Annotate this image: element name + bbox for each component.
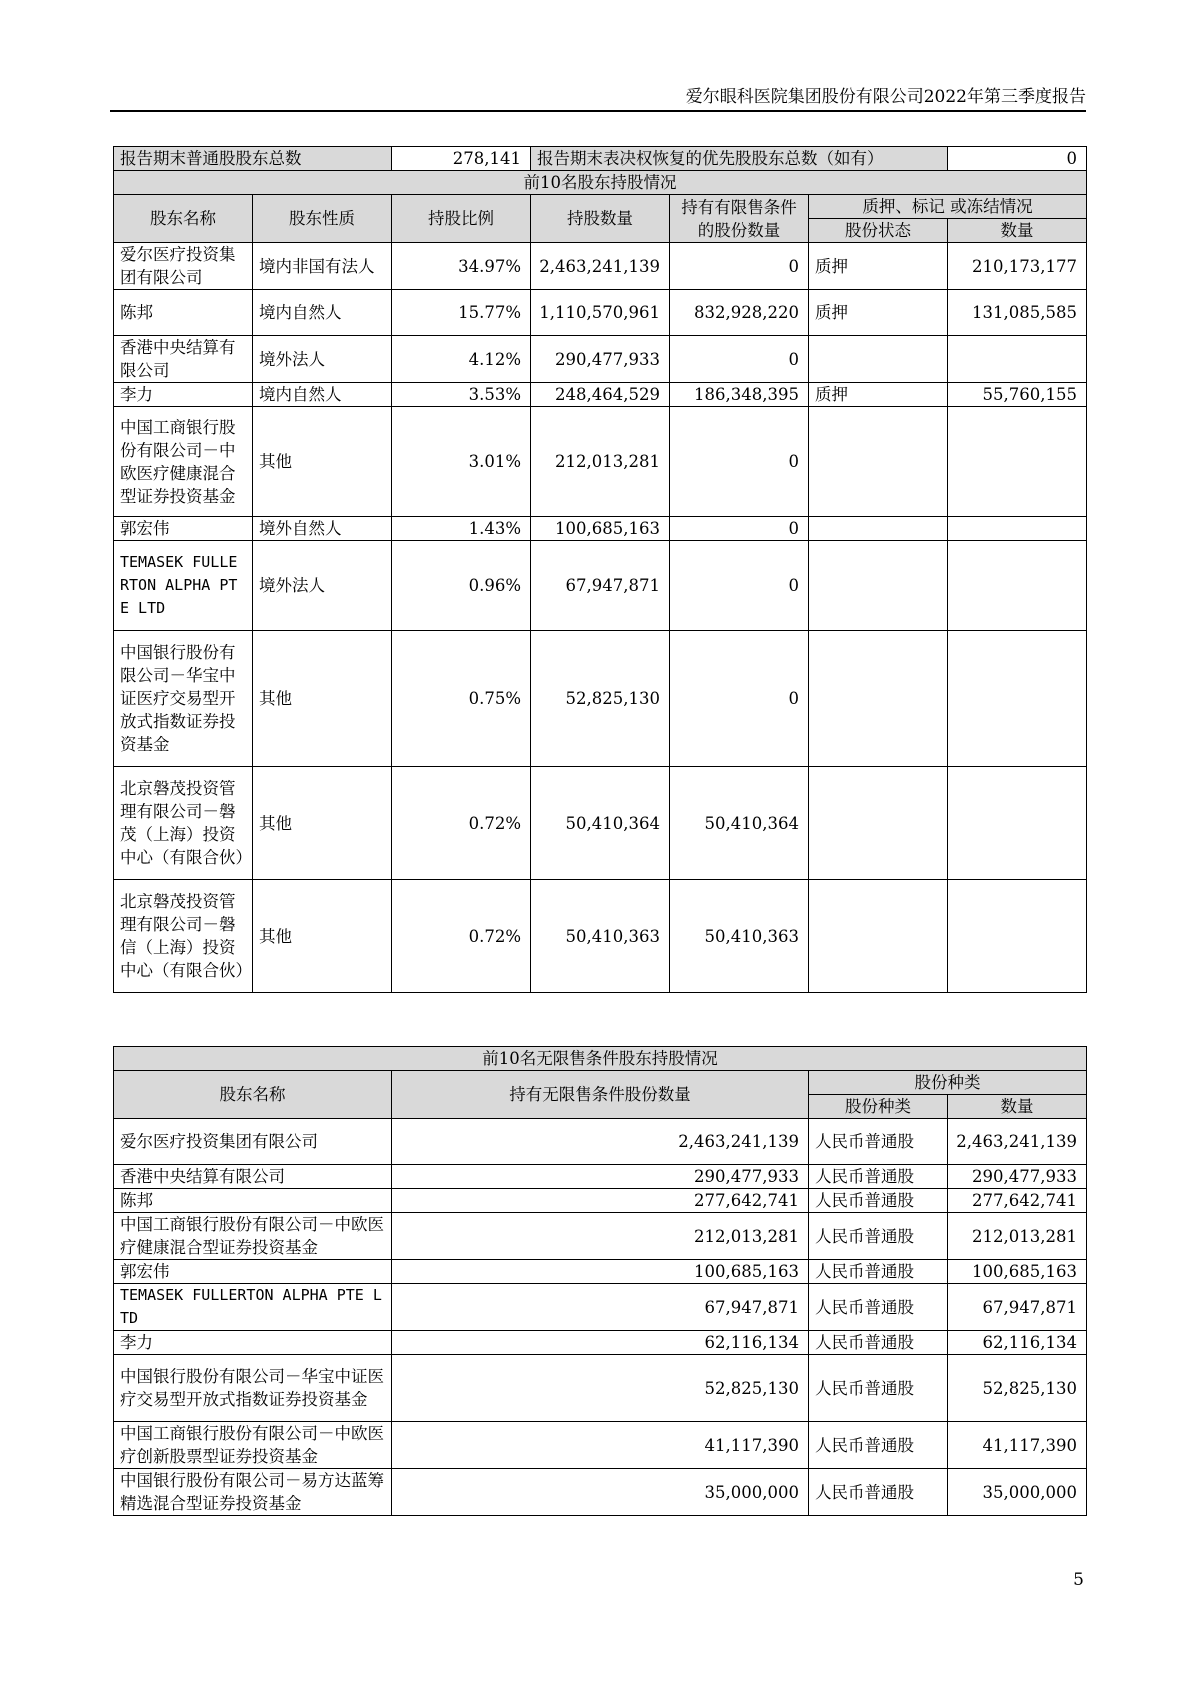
share-quantity: 62,116,134 <box>948 1331 1087 1355</box>
table-row <box>114 290 1087 336</box>
pledged-quantity <box>948 541 1087 631</box>
total-shareholders-value: 278,141 <box>392 147 531 171</box>
pledge-status <box>809 407 948 517</box>
shareholder-nature: 境内自然人 <box>253 383 392 407</box>
share-type: 人民币普通股 <box>809 1260 948 1284</box>
col-header-quantity: 持股数量 <box>531 195 670 243</box>
section-title-row <box>114 171 1087 195</box>
restricted-quantity: 50,410,364 <box>670 767 809 880</box>
col-header-pledge-group: 质押、标记 或冻结情况 <box>809 195 1087 219</box>
col-header-share-type-group: 股份种类 <box>809 1071 1087 1095</box>
share-type: 人民币普通股 <box>809 1469 948 1516</box>
holding-ratio: 0.96% <box>392 541 531 631</box>
col-header-restricted: 持有有限售条件的股份数量 <box>670 195 809 243</box>
table-row <box>114 631 1087 767</box>
restricted-quantity: 0 <box>670 336 809 383</box>
pledge-status: 质押 <box>809 383 948 407</box>
shareholder-name: 李力 <box>114 1331 392 1355</box>
top10-shareholders-table <box>113 146 1087 993</box>
restricted-quantity: 0 <box>670 517 809 541</box>
pledge-status: 质押 <box>809 243 948 290</box>
pledge-status <box>809 517 948 541</box>
header-row-1 <box>114 1071 1087 1095</box>
holding-quantity: 290,477,933 <box>531 336 670 383</box>
holding-ratio: 3.01% <box>392 407 531 517</box>
holding-ratio: 1.43% <box>392 517 531 541</box>
holding-quantity: 212,013,281 <box>531 407 670 517</box>
table-row <box>114 517 1087 541</box>
holding-ratio: 3.53% <box>392 383 531 407</box>
unrestricted-quantity: 52,825,130 <box>392 1355 809 1422</box>
holding-ratio: 4.12% <box>392 336 531 383</box>
section-title-row <box>114 1047 1087 1071</box>
unrestricted-quantity: 62,116,134 <box>392 1331 809 1355</box>
col-header-name: 股东名称 <box>114 1071 392 1119</box>
table-row <box>114 1331 1087 1355</box>
share-quantity: 277,642,741 <box>948 1189 1087 1213</box>
shareholder-name: 中国工商银行股份有限公司－中欧医疗健康混合型证券投资基金 <box>114 1213 392 1260</box>
restricted-quantity: 0 <box>670 541 809 631</box>
share-quantity: 100,685,163 <box>948 1260 1087 1284</box>
report-header-title: 爱尔眼科医院集团股份有限公司2022年第三季度报告 <box>685 87 1086 107</box>
shareholder-name: 郭宏伟 <box>114 517 253 541</box>
table-row <box>114 1260 1087 1284</box>
holding-quantity: 1,110,570,961 <box>531 290 670 336</box>
holding-ratio: 0.75% <box>392 631 531 767</box>
pledge-status: 质押 <box>809 290 948 336</box>
col-header-nature: 股东性质 <box>253 195 392 243</box>
table-row <box>114 1355 1087 1422</box>
shareholder-nature: 其他 <box>253 631 392 767</box>
shareholder-name: 中国银行股份有限公司－华宝中证医疗交易型开放式指数证券投资基金 <box>114 1355 392 1422</box>
col-header-name: 股东名称 <box>114 195 253 243</box>
restricted-quantity: 0 <box>670 407 809 517</box>
page-number: 5 <box>1073 1570 1084 1590</box>
share-quantity: 35,000,000 <box>948 1469 1087 1516</box>
unrestricted-quantity: 67,947,871 <box>392 1284 809 1331</box>
col-header-share-qty: 数量 <box>948 1095 1087 1119</box>
shareholder-name: 香港中央结算有限公司 <box>114 336 253 383</box>
holding-ratio: 34.97% <box>392 243 531 290</box>
table-row <box>114 880 1087 993</box>
table-row <box>114 383 1087 407</box>
shareholder-name: 爱尔医疗投资集团有限公司 <box>114 1119 392 1165</box>
preferred-shareholders-label: 报告期末表决权恢复的优先股股东总数（如有） <box>531 147 948 171</box>
shareholder-nature: 其他 <box>253 767 392 880</box>
share-type: 人民币普通股 <box>809 1284 948 1331</box>
table-row <box>114 1422 1087 1469</box>
holding-quantity: 67,947,871 <box>531 541 670 631</box>
share-type: 人民币普通股 <box>809 1213 948 1260</box>
pledged-quantity <box>948 631 1087 767</box>
restricted-quantity: 0 <box>670 243 809 290</box>
table-row <box>114 1119 1087 1165</box>
pledged-quantity <box>948 767 1087 880</box>
table-row <box>114 767 1087 880</box>
pledged-quantity <box>948 880 1087 993</box>
holding-quantity: 248,464,529 <box>531 383 670 407</box>
shareholder-nature: 境外法人 <box>253 336 392 383</box>
shareholder-nature: 其他 <box>253 407 392 517</box>
holding-ratio: 0.72% <box>392 767 531 880</box>
shareholder-name: TEMASEK FULLERTON ALPHA PTE LTD <box>114 1284 392 1331</box>
table-row <box>114 1284 1087 1331</box>
table-row <box>114 1469 1087 1516</box>
shareholder-name: 中国工商银行股份有限公司－中欧医疗创新股票型证券投资基金 <box>114 1422 392 1469</box>
restricted-quantity: 186,348,395 <box>670 383 809 407</box>
share-type: 人民币普通股 <box>809 1119 948 1165</box>
table-row <box>114 243 1087 290</box>
restricted-quantity: 832,928,220 <box>670 290 809 336</box>
pledge-status <box>809 880 948 993</box>
holding-quantity: 50,410,363 <box>531 880 670 993</box>
pledge-status <box>809 631 948 767</box>
shareholder-name: 陈邦 <box>114 1189 392 1213</box>
unrestricted-quantity: 100,685,163 <box>392 1260 809 1284</box>
restricted-quantity: 50,410,363 <box>670 880 809 993</box>
shareholder-name: 李力 <box>114 383 253 407</box>
pledge-status <box>809 336 948 383</box>
share-quantity: 212,013,281 <box>948 1213 1087 1260</box>
pledged-quantity <box>948 336 1087 383</box>
shareholder-nature: 其他 <box>253 880 392 993</box>
shareholder-name: 郭宏伟 <box>114 1260 392 1284</box>
table-row <box>114 1213 1087 1260</box>
shareholder-nature: 境内非国有法人 <box>253 243 392 290</box>
share-type: 人民币普通股 <box>809 1422 948 1469</box>
restricted-quantity: 0 <box>670 631 809 767</box>
top10-section-title: 前10名股东持股情况 <box>114 171 1087 195</box>
table-row <box>114 541 1087 631</box>
shareholder-name: 北京磐茂投资管理有限公司－磐茂（上海）投资中心（有限合伙） <box>114 767 253 880</box>
top10-unrestricted-table <box>113 1046 1087 1516</box>
header-row-1 <box>114 195 1087 219</box>
col-header-share-type: 股份种类 <box>809 1095 948 1119</box>
unrestricted-quantity: 290,477,933 <box>392 1165 809 1189</box>
share-type: 人民币普通股 <box>809 1331 948 1355</box>
share-quantity: 67,947,871 <box>948 1284 1087 1331</box>
pledge-status <box>809 767 948 880</box>
shareholder-name: TEMASEK FULLERTON ALPHA PTE LTD <box>114 541 253 631</box>
holding-quantity: 2,463,241,139 <box>531 243 670 290</box>
table-row <box>114 1189 1087 1213</box>
unrestricted-quantity: 41,117,390 <box>392 1422 809 1469</box>
col-header-pledge-qty: 数量 <box>948 219 1087 243</box>
table-row <box>114 1165 1087 1189</box>
pledged-quantity: 55,760,155 <box>948 383 1087 407</box>
shareholder-nature: 境内自然人 <box>253 290 392 336</box>
shareholder-name: 中国银行股份有限公司－易方达蓝筹精选混合型证券投资基金 <box>114 1469 392 1516</box>
holding-quantity: 50,410,364 <box>531 767 670 880</box>
pledged-quantity: 131,085,585 <box>948 290 1087 336</box>
pledged-quantity <box>948 517 1087 541</box>
holding-ratio: 15.77% <box>392 290 531 336</box>
shareholder-name: 香港中央结算有限公司 <box>114 1165 392 1189</box>
preferred-shareholders-value: 0 <box>948 147 1087 171</box>
shareholder-name: 爱尔医疗投资集团有限公司 <box>114 243 253 290</box>
summary-row <box>114 147 1087 171</box>
pledge-status <box>809 541 948 631</box>
shareholder-name: 北京磐茂投资管理有限公司－磐信（上海）投资中心（有限合伙） <box>114 880 253 993</box>
share-type: 人民币普通股 <box>809 1355 948 1422</box>
share-type: 人民币普通股 <box>809 1165 948 1189</box>
shareholder-name: 中国工商银行股份有限公司－中欧医疗健康混合型证券投资基金 <box>114 407 253 517</box>
col-header-pledge-status: 股份状态 <box>809 219 948 243</box>
share-type: 人民币普通股 <box>809 1189 948 1213</box>
shareholder-name: 中国银行股份有限公司－华宝中证医疗交易型开放式指数证券投资基金 <box>114 631 253 767</box>
unrestricted-quantity: 2,463,241,139 <box>392 1119 809 1165</box>
total-shareholders-label: 报告期末普通股股东总数 <box>114 147 392 171</box>
unrestricted-section-title: 前10名无限售条件股东持股情况 <box>114 1047 1087 1071</box>
share-quantity: 41,117,390 <box>948 1422 1087 1469</box>
holding-ratio: 0.72% <box>392 880 531 993</box>
header-rule <box>110 110 1086 112</box>
shareholder-name: 陈邦 <box>114 290 253 336</box>
unrestricted-quantity: 212,013,281 <box>392 1213 809 1260</box>
share-quantity: 290,477,933 <box>948 1165 1087 1189</box>
unrestricted-quantity: 277,642,741 <box>392 1189 809 1213</box>
holding-quantity: 100,685,163 <box>531 517 670 541</box>
unrestricted-quantity: 35,000,000 <box>392 1469 809 1516</box>
shareholder-nature: 境外自然人 <box>253 517 392 541</box>
pledged-quantity: 210,173,177 <box>948 243 1087 290</box>
shareholder-nature: 境外法人 <box>253 541 392 631</box>
table-row <box>114 336 1087 383</box>
col-header-ratio: 持股比例 <box>392 195 531 243</box>
holding-quantity: 52,825,130 <box>531 631 670 767</box>
share-quantity: 52,825,130 <box>948 1355 1087 1422</box>
share-quantity: 2,463,241,139 <box>948 1119 1087 1165</box>
pledged-quantity <box>948 407 1087 517</box>
col-header-unrestricted-qty: 持有无限售条件股份数量 <box>392 1071 809 1119</box>
table-row <box>114 407 1087 517</box>
